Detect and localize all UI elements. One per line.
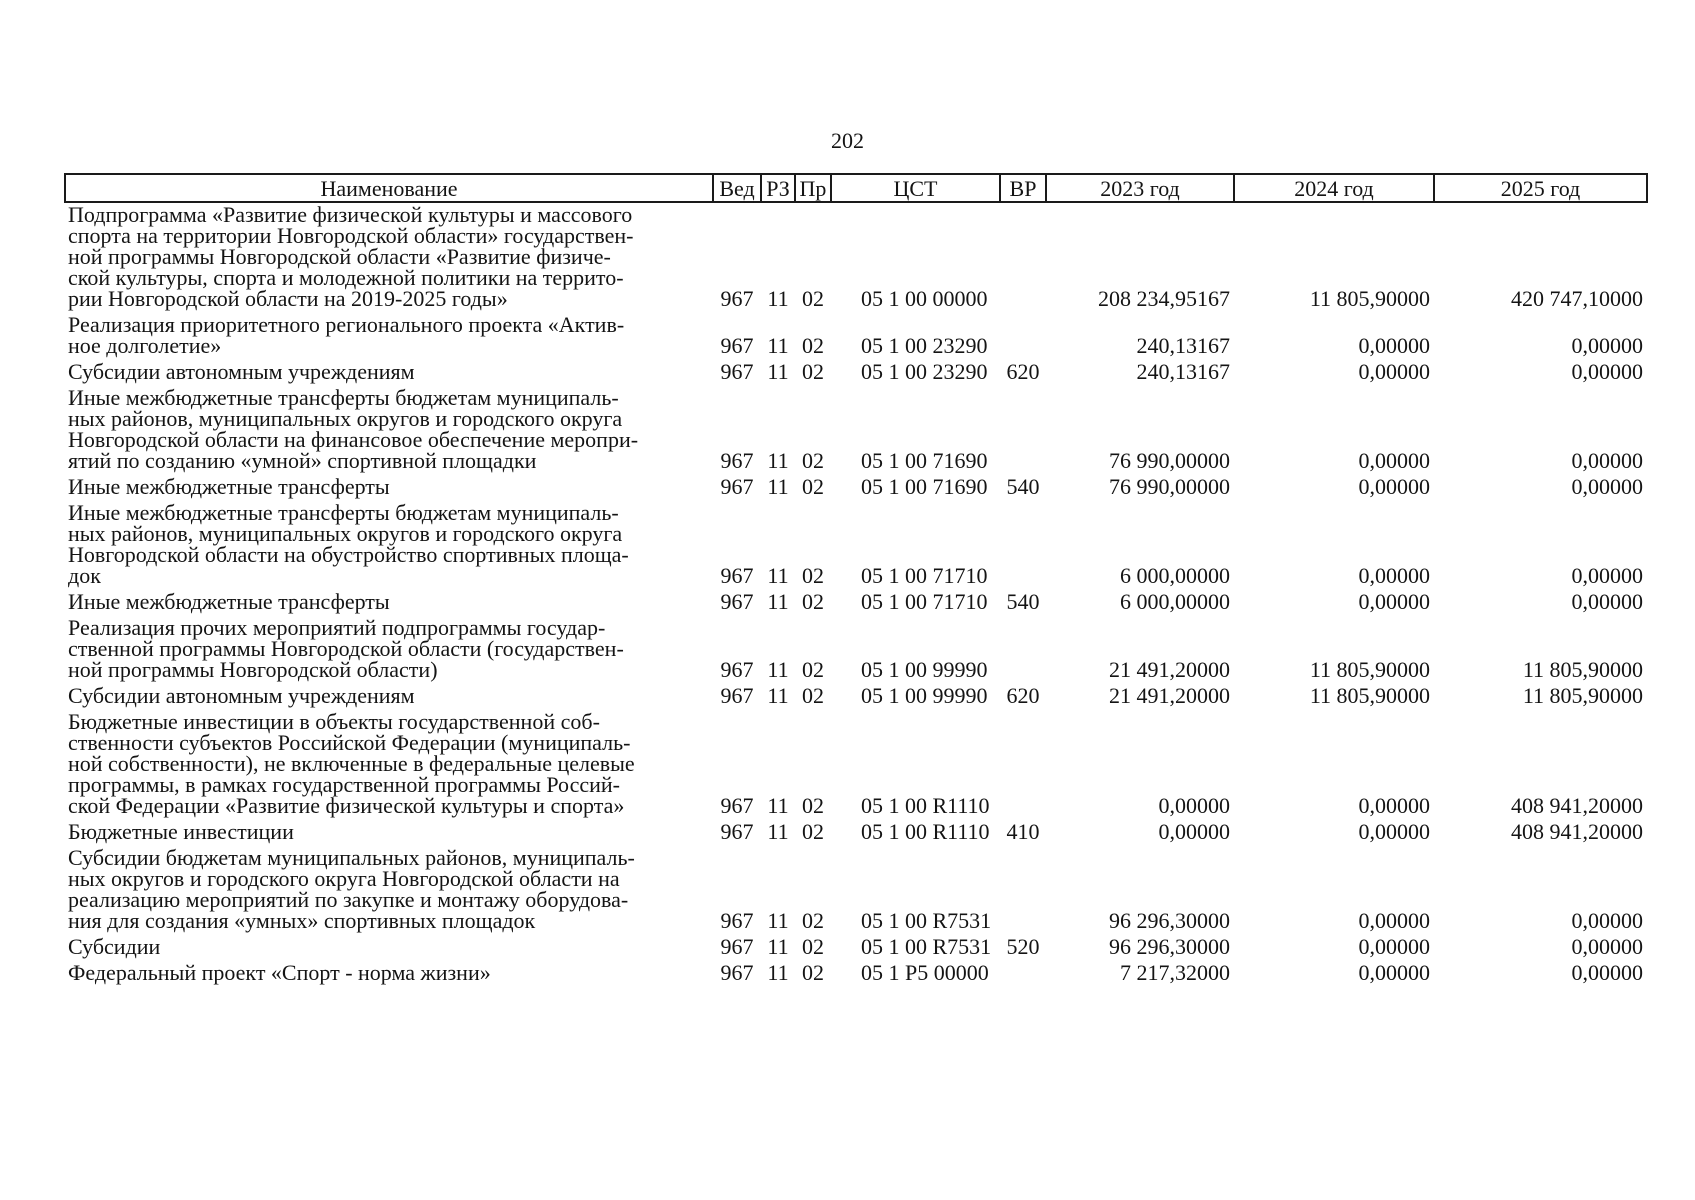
- cell-2025: 0,00000: [1571, 960, 1643, 985]
- cell-ved: 967: [720, 448, 754, 473]
- cell-cst: 05 1 00 99990: [861, 683, 988, 708]
- header-2024: 2024 год: [1234, 174, 1434, 202]
- cell-2023: 208 234,95167: [1098, 286, 1230, 311]
- cell-name: [65, 360, 713, 386]
- budget-table: [64, 173, 1648, 987]
- table-row: [65, 820, 1647, 846]
- name-line: ственной программы Новгородской области (государствен-: [68, 636, 624, 661]
- cell-rz: 11: [767, 333, 789, 358]
- cell-name: [65, 475, 713, 501]
- cell-2024: 0,00000: [1358, 333, 1430, 358]
- cell-2024: 0,00000: [1358, 563, 1430, 588]
- cell-vr: [1000, 616, 1046, 684]
- cell-name: [65, 684, 713, 710]
- cell-2025: 0,00000: [1571, 448, 1643, 473]
- name-line: Иные межбюджетные трансферты: [68, 589, 390, 614]
- cell-rz: 11: [767, 474, 789, 499]
- cell-2024: 0,00000: [1358, 793, 1430, 818]
- cell-vr: [1000, 313, 1046, 360]
- cell-2024: 0,00000: [1358, 819, 1430, 844]
- cell-2025: 11 805,90000: [1522, 657, 1643, 682]
- cell-name: [65, 935, 713, 961]
- cell-cst: 05 1 00 23290: [861, 359, 988, 384]
- cell-rz: 11: [767, 359, 789, 384]
- cell-vr: 520: [1006, 934, 1040, 959]
- cell-cst: 05 1 00 R1110: [861, 819, 990, 844]
- cell-2025: 0,00000: [1571, 589, 1643, 614]
- header-pr: Пр: [795, 174, 831, 202]
- table-row: [65, 935, 1647, 961]
- name-line: Иные межбюджетные трансферты бюджетам муниципаль-: [68, 385, 619, 410]
- name-line: Бюджетные инвестиции: [68, 819, 294, 844]
- cell-cst: 05 1 00 71690: [861, 474, 988, 499]
- name-line: ных округов и городского округа Новгородской области на: [68, 866, 620, 891]
- name-line: спорта на территории Новгородской области» государствен-: [68, 223, 634, 248]
- name-line: Бюджетные инвестиции в объекты государственной соб-: [68, 709, 600, 734]
- name-line: программы, в рамках государственной программы Россий-: [68, 772, 620, 797]
- table-row: [65, 501, 1647, 590]
- cell-2025: 11 805,90000: [1522, 683, 1643, 708]
- cell-cst: 05 1 00 71710: [861, 589, 988, 614]
- name-line: Иные межбюджетные трансферты бюджетам муниципаль-: [68, 500, 619, 525]
- cell-vr: [1000, 386, 1046, 475]
- cell-2024: 0,00000: [1358, 448, 1430, 473]
- name-line: ной программы Новгородской области): [68, 657, 438, 682]
- cell-pr: 02: [802, 333, 824, 358]
- cell-2024: 0,00000: [1358, 474, 1430, 499]
- cell-vr: 540: [1006, 474, 1040, 499]
- name-line: ской Федерации «Развитие физической культуры и спорта»: [68, 793, 625, 818]
- cell-pr: 02: [802, 359, 824, 384]
- cell-cst: 05 1 P5 00000: [861, 960, 989, 985]
- header-2025: 2025 год: [1434, 174, 1647, 202]
- cell-cst: 05 1 00 R1110: [861, 793, 990, 818]
- name-line: ное долголетие»: [68, 333, 222, 358]
- name-line: док: [68, 563, 101, 588]
- cell-2023: 21 491,20000: [1109, 657, 1230, 682]
- name-line: рии Новгородской области на 2019-2025 годы»: [68, 286, 508, 311]
- cell-rz: 11: [767, 448, 789, 473]
- table-row: [65, 710, 1647, 820]
- name-line: ственности субъектов Российской Федерации (муниципаль-: [68, 730, 631, 755]
- cell-2025: 408 941,20000: [1511, 793, 1643, 818]
- cell-rz: 11: [767, 657, 789, 682]
- cell-2024: 11 805,90000: [1309, 657, 1430, 682]
- cell-ved: 967: [720, 657, 754, 682]
- name-line: ной собственности), не включенные в федеральные целевые: [68, 751, 635, 776]
- table-body: [65, 202, 1647, 987]
- table-header-row: [65, 174, 1647, 202]
- cell-2025: 0,00000: [1571, 563, 1643, 588]
- name-line: Реализация прочих мероприятий подпрограммы государ-: [68, 615, 606, 640]
- name-line: ной программы Новгородской области «Развитие физиче-: [68, 244, 611, 269]
- cell-vr: 620: [1006, 359, 1040, 384]
- cell-pr: 02: [802, 793, 824, 818]
- cell-rz: 11: [767, 934, 789, 959]
- name-line: Новгородской области на финансовое обеспечение меропри-: [68, 427, 639, 452]
- table-row: [65, 475, 1647, 501]
- header-vr: ВР: [1000, 174, 1046, 202]
- cell-pr: 02: [802, 908, 824, 933]
- name-line: ных районов, муниципальных округов и городского округа: [68, 521, 623, 546]
- cell-2025: 420 747,10000: [1511, 286, 1643, 311]
- cell-pr: 02: [802, 286, 824, 311]
- cell-ved: 967: [720, 793, 754, 818]
- cell-rz: 11: [767, 286, 789, 311]
- cell-pr: 02: [802, 448, 824, 473]
- cell-ved: 967: [720, 934, 754, 959]
- cell-2023: 0,00000: [1158, 793, 1230, 818]
- header-ved: Вед: [713, 174, 761, 202]
- cell-name: [65, 616, 713, 684]
- cell-rz: 11: [767, 563, 789, 588]
- name-line: ния для создания «умных» спортивных площадок: [68, 908, 536, 933]
- cell-cst: 05 1 00 71690: [861, 448, 988, 473]
- cell-vr: 410: [1006, 819, 1040, 844]
- cell-2025: 0,00000: [1571, 474, 1643, 499]
- cell-pr: 02: [802, 960, 824, 985]
- header-name: Наименование: [65, 174, 713, 202]
- cell-2025: 0,00000: [1571, 908, 1643, 933]
- cell-name: [65, 820, 713, 846]
- cell-ved: 967: [720, 819, 754, 844]
- cell-ved: 967: [720, 683, 754, 708]
- cell-ved: 967: [720, 474, 754, 499]
- cell-2025: 0,00000: [1571, 934, 1643, 959]
- cell-2024: 0,00000: [1358, 960, 1430, 985]
- cell-2024: 0,00000: [1358, 589, 1430, 614]
- cell-2025: 0,00000: [1571, 333, 1643, 358]
- cell-pr: 02: [802, 819, 824, 844]
- cell-2023: 96 296,30000: [1109, 908, 1230, 933]
- cell-vr: [1000, 846, 1046, 935]
- cell-ved: 967: [720, 908, 754, 933]
- table-row: [65, 313, 1647, 360]
- cell-2023: 6 000,00000: [1120, 589, 1230, 614]
- cell-cst: 05 1 00 R7531: [861, 934, 992, 959]
- name-line: ятий по созданию «умной» спортивной площадки: [68, 448, 537, 473]
- cell-rz: 11: [767, 819, 789, 844]
- cell-cst: 05 1 00 99990: [861, 657, 988, 682]
- cell-vr: [1000, 961, 1046, 987]
- name-line: ской культуры, спорта и молодежной политики на террито-: [68, 265, 624, 290]
- cell-2023: 96 296,30000: [1109, 934, 1230, 959]
- cell-rz: 11: [767, 589, 789, 614]
- header-rz: РЗ: [761, 174, 795, 202]
- cell-2023: 76 990,00000: [1109, 448, 1230, 473]
- cell-ved: 967: [720, 333, 754, 358]
- cell-name: [65, 846, 713, 935]
- cell-2024: 0,00000: [1358, 908, 1430, 933]
- cell-name: [65, 202, 713, 313]
- name-line: ных районов, муниципальных округов и городского округа: [68, 406, 623, 431]
- cell-cst: 05 1 00 00000: [861, 286, 988, 311]
- name-line: Подпрограмма «Развитие физической культуры и массового: [68, 202, 633, 227]
- table-row: [65, 386, 1647, 475]
- name-line: Новгородской области на обустройство спортивных площа-: [68, 542, 629, 567]
- cell-rz: 11: [767, 683, 789, 708]
- cell-2024: 11 805,90000: [1309, 683, 1430, 708]
- cell-2023: 240,13167: [1136, 359, 1230, 384]
- cell-name: [65, 961, 713, 987]
- cell-2023: 6 000,00000: [1120, 563, 1230, 588]
- name-line: Реализация приоритетного регионального проекта «Актив-: [68, 312, 625, 337]
- cell-name: [65, 501, 713, 590]
- table-row: [65, 590, 1647, 616]
- cell-2023: 240,13167: [1136, 333, 1230, 358]
- page-number: 202: [831, 128, 864, 153]
- cell-name: [65, 710, 713, 820]
- cell-pr: 02: [802, 474, 824, 499]
- cell-rz: 11: [767, 908, 789, 933]
- cell-pr: 02: [802, 657, 824, 682]
- cell-name: [65, 590, 713, 616]
- cell-2024: 11 805,90000: [1309, 286, 1430, 311]
- name-line: Субсидии автономным учреждениям: [68, 683, 415, 708]
- cell-ved: 967: [720, 286, 754, 311]
- table-row: [65, 360, 1647, 386]
- cell-2023: 21 491,20000: [1109, 683, 1230, 708]
- cell-ved: 967: [720, 960, 754, 985]
- cell-vr: [1000, 501, 1046, 590]
- name-line: Субсидии бюджетам муниципальных районов, муниципаль-: [68, 845, 635, 870]
- header-cst: ЦСТ: [831, 174, 1000, 202]
- cell-2025: 408 941,20000: [1511, 819, 1643, 844]
- cell-vr: 540: [1006, 589, 1040, 614]
- cell-pr: 02: [802, 934, 824, 959]
- cell-pr: 02: [802, 563, 824, 588]
- cell-2023: 7 217,32000: [1120, 960, 1230, 985]
- cell-rz: 11: [767, 793, 789, 818]
- name-line: Иные межбюджетные трансферты: [68, 474, 390, 499]
- table-row: [65, 846, 1647, 935]
- cell-pr: 02: [802, 589, 824, 614]
- name-line: Субсидии: [68, 934, 161, 959]
- table-row: [65, 961, 1647, 987]
- table-row: [65, 202, 1647, 313]
- header-2023: 2023 год: [1046, 174, 1234, 202]
- cell-cst: 05 1 00 71710: [861, 563, 988, 588]
- cell-name: [65, 386, 713, 475]
- cell-ved: 967: [720, 359, 754, 384]
- cell-vr: [1000, 710, 1046, 820]
- table-row: [65, 616, 1647, 684]
- name-line: Федеральный проект «Спорт - норма жизни»: [68, 960, 491, 985]
- table-row: [65, 684, 1647, 710]
- cell-2025: 0,00000: [1571, 359, 1643, 384]
- cell-ved: 967: [720, 589, 754, 614]
- name-line: реализацию мероприятий по закупке и монтажу оборудова-: [68, 887, 629, 912]
- cell-vr: [1000, 202, 1046, 313]
- cell-2023: 76 990,00000: [1109, 474, 1230, 499]
- cell-cst: 05 1 00 23290: [861, 333, 988, 358]
- name-line: Субсидии автономным учреждениям: [68, 359, 415, 384]
- cell-cst: 05 1 00 R7531: [861, 908, 992, 933]
- cell-pr: 02: [802, 683, 824, 708]
- cell-ved: 967: [720, 563, 754, 588]
- cell-2023: 0,00000: [1158, 819, 1230, 844]
- cell-name: [65, 313, 713, 360]
- cell-2024: 0,00000: [1358, 359, 1430, 384]
- cell-rz: 11: [767, 960, 789, 985]
- cell-2024: 0,00000: [1358, 934, 1430, 959]
- cell-vr: 620: [1006, 683, 1040, 708]
